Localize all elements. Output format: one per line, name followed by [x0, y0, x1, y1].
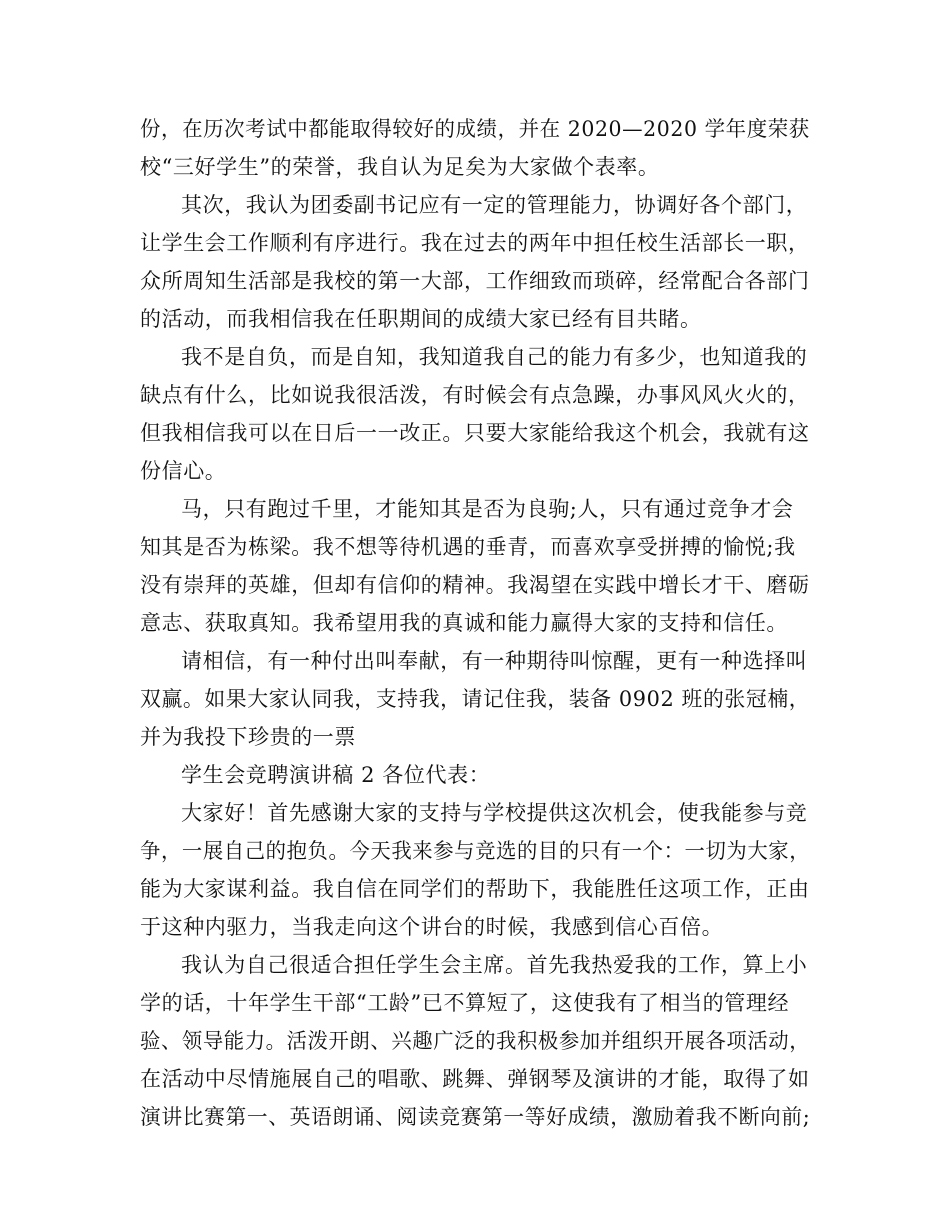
- text-line: 众所周知生活部是我校的第一大部，工作细致而琐碎，经常配合各部门: [140, 269, 810, 293]
- text-line: 知其是否为栋梁。我不想等待机遇的垂青，而喜欢享受拼搏的愉悦;我: [140, 535, 796, 559]
- paragraph-start-line: 我认为自己很适合担任学生会主席。首先我热爱我的工作，算上小: [181, 953, 808, 977]
- text-line: 没有崇拜的英雄，但却有信仰的精神。我渴望在实践中增长才干、磨砺: [140, 573, 810, 597]
- text-line: 份信心。: [140, 459, 227, 483]
- text-line: 的活动，而我相信我在任职期间的成绩大家已经有目共睹。: [140, 307, 702, 331]
- text-line: 验、领导能力。活泼开朗、兴趣广泛的我积极参加并组织开展各项活动，: [140, 1029, 811, 1053]
- text-line: 并为我投下珍贵的一票: [140, 725, 356, 749]
- text-line: 校“三好学生”的荣誉，我自认为足矣为大家做个表率。: [140, 155, 660, 179]
- text-line: 双赢。如果大家认同我，支持我，请记住我，装备 0902 班的张冠楠，: [140, 687, 811, 711]
- text-line: 演讲比赛第一、英语朗诵、阅读竞赛第一等好成绩，激励着我不断向前;: [140, 1105, 811, 1129]
- text-line: 于这种内驱力，当我走向这个讲台的时候，我感到信心百倍。: [140, 915, 724, 939]
- text-line: 学的话，十年学生干部“工龄”已不算短了，这使我有了相当的管理经: [140, 991, 790, 1015]
- paragraph-start-line: 其次，我认为团委副书记应有一定的管理能力，协调好各个部门，: [181, 193, 808, 217]
- text-line: 但我相信我可以在日后一一改正。只要大家能给我这个机会，我就有这: [140, 421, 810, 445]
- text-line: 在活动中尽情施展自己的唱歌、跳舞、弹钢琴及演讲的才能，取得了如: [140, 1067, 810, 1091]
- text-line: 意志、获取真知。我希望用我的真诚和能力赢得大家的支持和信任。: [140, 611, 788, 635]
- paragraph-start-line: 马，只有跑过千里，才能知其是否为良驹;人，只有通过竞争才会: [181, 497, 794, 521]
- text-line: 让学生会工作顺利有序进行。我在过去的两年中担任校生活部长一职，: [140, 231, 810, 255]
- text-line: 能为大家谋利益。我自信在同学们的帮助下，我能胜任这项工作，正由: [140, 877, 810, 901]
- text-line: 争，一展自己的抱负。今天我来参与竞选的目的只有一个：一切为大家，: [140, 839, 811, 863]
- text-line: 份，在历次考试中都能取得较好的成绩，并在 2020—2020 学年度荣获: [140, 117, 810, 141]
- paragraph-start-line: 请相信，有一种付出叫奉献，有一种期待叫惊醒，更有一种选择叫: [181, 649, 808, 673]
- paragraph-start-line: 大家好！首先感谢大家的支持与学校提供这次机会，使我能参与竞: [181, 801, 808, 825]
- text-line: 缺点有什么，比如说我很活泼，有时候会有点急躁，办事风风火火的，: [140, 383, 810, 407]
- paragraph-start-line: 我不是自负，而是自知，我知道我自己的能力有多少，也知道我的: [181, 345, 808, 369]
- section-heading-line: 学生会竞聘演讲稿 2 各位代表：: [181, 763, 491, 787]
